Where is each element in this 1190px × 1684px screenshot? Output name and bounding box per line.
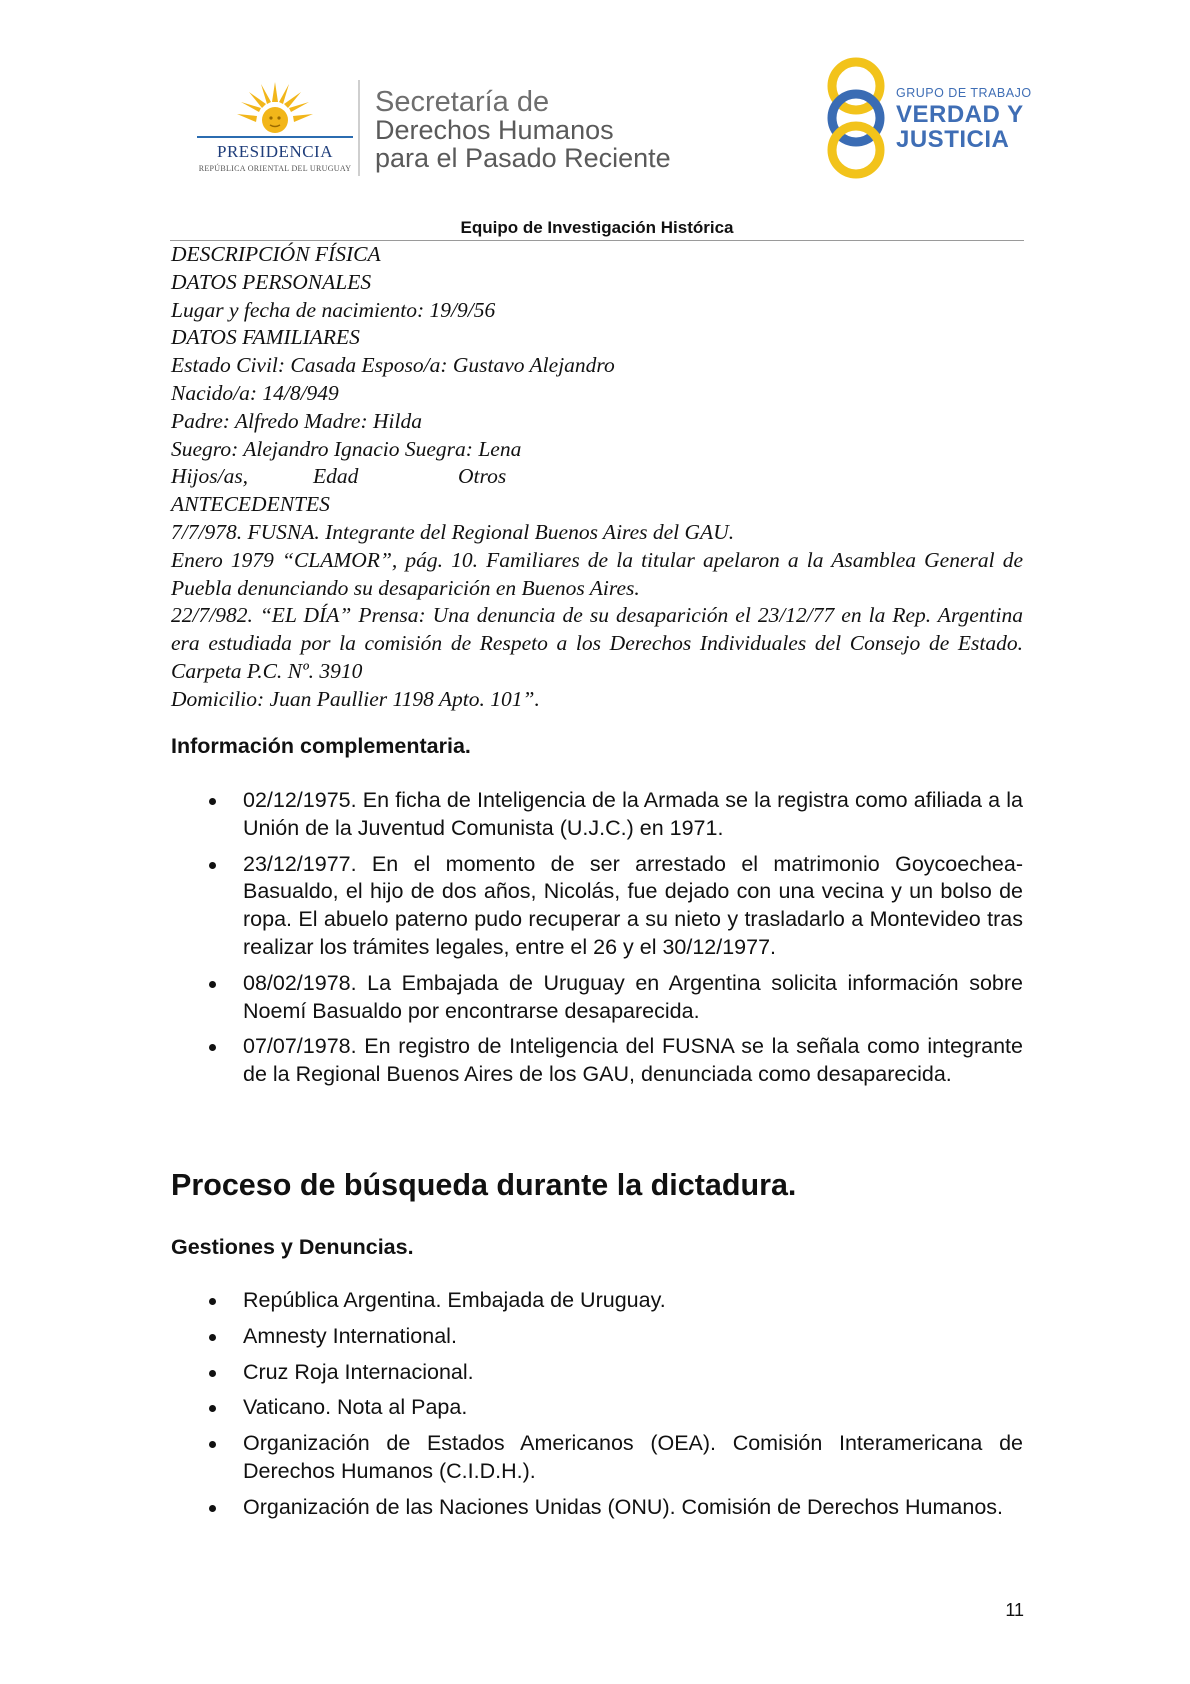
sun-icon <box>235 80 315 138</box>
otros-label: Otros <box>458 464 507 489</box>
list-item-text: República Argentina. Embajada de Uruguay. <box>243 1288 666 1312</box>
page-number: 11 <box>1005 1600 1024 1620</box>
list-item-text: 02/12/1975. En ficha de Inteligencia de la Armada se la registra como afiliada a la Unión de la Juventud Comunista (U.J.C.) en 1971. <box>243 788 1023 840</box>
record-paragraph: Domicilio: Juan Paullier 1198 Apto. 101”. <box>171 686 540 711</box>
bullet-icon <box>209 862 216 869</box>
record-line: Padre: Alfredo Madre: Hilda <box>171 408 422 433</box>
bullet-icon <box>209 981 216 988</box>
presidencia-logo <box>195 80 355 176</box>
record-line: Lugar y fecha de nacimiento: 19/9/56 <box>171 297 496 322</box>
bullet-icon <box>209 1298 216 1305</box>
secretaria-line-1: Secretaría de <box>375 86 550 118</box>
record-line-hijos <box>171 463 1023 491</box>
bullet-icon <box>209 1441 216 1448</box>
list-item-text: 08/02/1978. La Embajada de Uruguay en Argentina solicita información sobre Noemí Basualdo por encontrarse desaparecida. <box>243 970 1023 1023</box>
secretaria-line-2: Derechos Humanos <box>375 115 614 145</box>
info-heading: Información complementaria. <box>171 734 471 758</box>
secretaria-line-3: para el Pasado Reciente <box>375 143 671 173</box>
info-list <box>171 787 1023 1089</box>
record-line: DATOS PERSONALES <box>171 269 372 294</box>
grupo-small-text: GRUPO DE TRABAJO <box>896 86 1032 100</box>
list-item <box>171 1494 1023 1522</box>
list-item-text: Vaticano. Nota al Papa. <box>243 1395 468 1420</box>
bullet-icon <box>209 1370 216 1377</box>
list-item <box>171 1394 1023 1422</box>
record-paragraph: 7/7/978. FUSNA. Integrante del Regional Buenos Aires del GAU. <box>171 519 735 544</box>
list-item <box>171 1359 1023 1387</box>
record-paragraph: 22/7/982. “EL DÍA” Prensa: Una denuncia de su desaparición el 23/12/77 en la Rep. Argentina era estudiada por la comisión de Respeto a los Derechos Individuales del Consejo de Estado. Carpeta P.C. Nº. 3910 <box>171 603 1023 683</box>
bullet-icon <box>209 1405 216 1412</box>
list-item <box>171 1033 1023 1089</box>
record-paragraph: Enero 1979 “CLAMOR”, pág. 10. Familiares de la titular apelaron a la Asamblea General de Puebla denunciando su desaparición en Buenos Aires. <box>171 547 1023 600</box>
list-item-text: Cruz Roja Internacional. <box>243 1359 474 1384</box>
record-block <box>171 241 1023 714</box>
hijos-label: Hijos/as, <box>171 464 249 489</box>
list-item <box>171 1430 1023 1486</box>
bullet-icon <box>209 1334 216 1341</box>
bullet-icon <box>209 798 216 805</box>
verdad-justicia-logo <box>820 56 1030 180</box>
proceso-title: Proceso de búsqueda durante la dictadura. <box>171 1168 797 1202</box>
bullet-icon <box>209 1505 216 1512</box>
header-separator <box>358 80 360 176</box>
list-item-text: 23/12/1977. En el momento de ser arrestado el matrimonio Goycoechea-Basualdo, el hijo de dos años, Nicolás, fue dejado con una vecina y un bolso de ropa. El abuelo paterno pudo recuperar a su nieto y trasladarlo a Montevideo tras realizar los trámites legales, entre el 26 y el 30/12/1977. <box>243 851 1023 959</box>
grupo-verdad-text: VERDAD Y <box>896 101 1024 128</box>
bullet-icon <box>209 1044 216 1051</box>
list-item-text: Amnesty International. <box>243 1323 457 1348</box>
grupo-justicia-text: JUSTICIA <box>896 126 1010 153</box>
list-item-text: Organización de las Naciones Unidas (ONU). Comisión de Derechos Humanos. <box>243 1494 1003 1519</box>
list-item <box>171 1323 1023 1351</box>
presidencia-rule <box>197 136 353 138</box>
gestiones-heading: Gestiones y Denuncias. <box>171 1235 414 1259</box>
edad-label: Edad <box>313 464 359 489</box>
record-line: ANTECEDENTES <box>171 492 330 517</box>
list-item <box>171 787 1023 843</box>
record-line: Nacido/a: 14/8/949 <box>171 380 339 405</box>
rings-icon <box>820 56 892 180</box>
record-line: Estado Civil: Casada Esposo/a: Gustavo Alejandro <box>171 353 615 378</box>
record-line: Suegro: Alejandro Ignacio Suegra: Lena <box>171 436 522 461</box>
record-line: DATOS FAMILIARES <box>171 325 360 350</box>
secretaria-logo <box>375 88 735 172</box>
gestiones-list <box>171 1287 1023 1522</box>
list-item <box>171 851 1023 962</box>
list-item-text: Organización de Estados Americanos (OEA). Comisión Interamericana de Derechos Humanos (C.I.D.H.). <box>243 1431 1023 1483</box>
list-item <box>171 970 1023 1026</box>
presidencia-subtitle: REPÚBLICA ORIENTAL DEL URUGUAY <box>198 164 352 173</box>
presidencia-name: PRESIDENCIA <box>216 142 333 161</box>
list-item-text: 07/07/1978. En registro de Inteligencia del FUSNA se la señala como integrante de la Regional Buenos Aires de los GAU, denunciada como desaparecida. <box>243 1034 1023 1087</box>
record-line: DESCRIPCIÓN FÍSICA <box>171 242 381 266</box>
team-title: Equipo de Investigación Histórica <box>460 218 734 237</box>
list-item <box>171 1287 1023 1315</box>
